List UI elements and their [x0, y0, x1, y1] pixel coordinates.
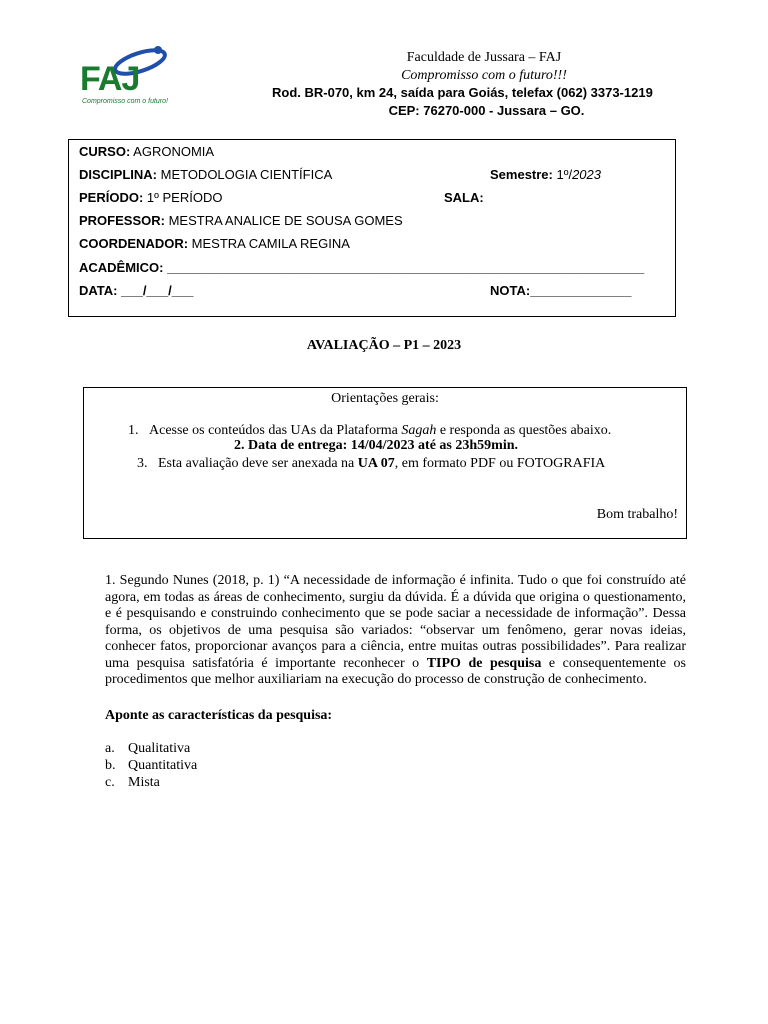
curso-row — [79, 144, 214, 159]
semestre-row — [490, 167, 601, 182]
guideline-1-text-a: Acesse os conteúdos das UAs da Plataforma — [149, 423, 402, 438]
question-1-text-a: 1. Segundo Nunes (2018, p. 1) “A necessidade de informação é infinita. Tudo o que foi construído até agora, em todas as áreas de conhecimento, surgiu da dúvida. É a dúvida que origina o questionamento, e é pesquisando e construindo conhecimento que se pode saciar a necessidade de informação”. Dessa forma, os objetivos de uma pesquisa são variados: “observar um fenômeno, gerar novas ideias, conhecer fatos, proporcionar avanços para a ciência, entre muitas outras possibilidades”. Para realizar uma pesquisa satisfatória é importante reconhecer o — [105, 573, 686, 671]
guideline-item-1 — [128, 423, 611, 439]
data-blank: ___/___/___ — [117, 283, 194, 298]
guideline-3-text-b: , em formato PDF ou FOTOGRAFIA — [394, 456, 606, 471]
sala-label: SALA: — [444, 190, 484, 205]
nota-blank: ______________ — [530, 283, 632, 298]
professor-value: MESTRA ANALICE DE SOUSA GOMES — [164, 213, 403, 228]
option-label: Mista — [128, 775, 160, 790]
institution-name: Faculdade de Jussara – FAJ — [406, 50, 562, 65]
logo-text: FAJ — [80, 60, 140, 98]
option-letter: a. — [105, 741, 115, 756]
guideline-1-platform: Sagah — [401, 423, 437, 438]
academico-label: ACADÊMICO: — [79, 260, 164, 275]
semestre-year: 2023 — [572, 167, 601, 182]
professor-row — [79, 213, 403, 228]
guideline-item-3 — [137, 456, 605, 472]
guidelines-closing: Bom trabalho! — [596, 507, 678, 522]
academico-row — [79, 260, 644, 275]
institution-cep: CEP: 76270-000 - Jussara – GO. — [388, 103, 585, 118]
institution-motto: Compromisso com o futuro!!! — [401, 68, 567, 83]
disciplina-value: METODOLOGIA CIENTÍFICA — [157, 167, 333, 182]
question-1-prompt: Aponte as características da pesquisa: — [105, 708, 333, 723]
guidelines-box — [83, 387, 687, 539]
question-1-options — [105, 741, 197, 792]
option-item — [105, 741, 197, 758]
disciplina-row — [79, 167, 332, 182]
option-label: Quantitativa — [128, 758, 198, 773]
option-item — [105, 775, 197, 792]
student-info-box — [68, 139, 676, 317]
academico-blank: __________________________________________________________________ — [163, 260, 645, 275]
faj-logo — [80, 42, 172, 110]
guideline-1-number: 1. — [128, 423, 139, 438]
guideline-3-number: 3. — [137, 456, 148, 471]
sala-row — [444, 190, 484, 205]
option-label: Qualitativa — [128, 741, 191, 756]
coordenador-label: COORDENADOR: — [79, 236, 189, 251]
guideline-item-2: 2. Data de entrega: 14/04/2023 até as 23h59min. — [234, 438, 518, 453]
coordenador-value: MESTRA CAMILA REGINA — [188, 236, 350, 251]
nota-row — [490, 283, 631, 298]
semestre-value: 1º/ — [556, 167, 573, 182]
question-1-text-b: e consequentemente os procedimentos que melhor auxiliariam na execução do processo de construção de conhecimento. — [105, 655, 687, 687]
logo-tagline: Compromisso com o futuro! — [82, 98, 168, 105]
question-1-emphasis: TIPO de pesquisa — [426, 655, 542, 671]
semestre-label: Semestre: — [490, 167, 557, 182]
periodo-value: 1º PERÍODO — [143, 190, 223, 205]
guideline-3-ua: UA 07 — [357, 456, 395, 471]
disciplina-label: DISCIPLINA: — [79, 167, 157, 182]
periodo-label: PERÍODO: — [79, 190, 144, 205]
periodo-row — [79, 190, 222, 205]
option-letter: b. — [105, 758, 116, 773]
question-1-text — [105, 573, 686, 689]
institution-address: Rod. BR-070, km 24, saída para Goiás, telefax (062) 3373-1219 — [272, 85, 653, 100]
option-item — [105, 758, 197, 775]
nota-label: NOTA: — [490, 283, 531, 298]
guideline-3-text-a: Esta avaliação deve ser anexada na — [158, 456, 358, 471]
curso-label: CURSO: — [79, 144, 131, 159]
professor-label: PROFESSOR: — [79, 213, 165, 228]
guideline-1-text-b: e responda as questões abaixo. — [436, 423, 612, 438]
option-letter: c. — [105, 775, 115, 790]
exam-title: AVALIAÇÃO – P1 – 2023 — [306, 338, 462, 353]
guidelines-heading: Orientações gerais: — [331, 391, 439, 406]
curso-value: AGRONOMIA — [130, 144, 215, 159]
coordenador-row — [79, 236, 350, 251]
data-label: DATA: — [79, 283, 118, 298]
data-row — [79, 283, 193, 298]
